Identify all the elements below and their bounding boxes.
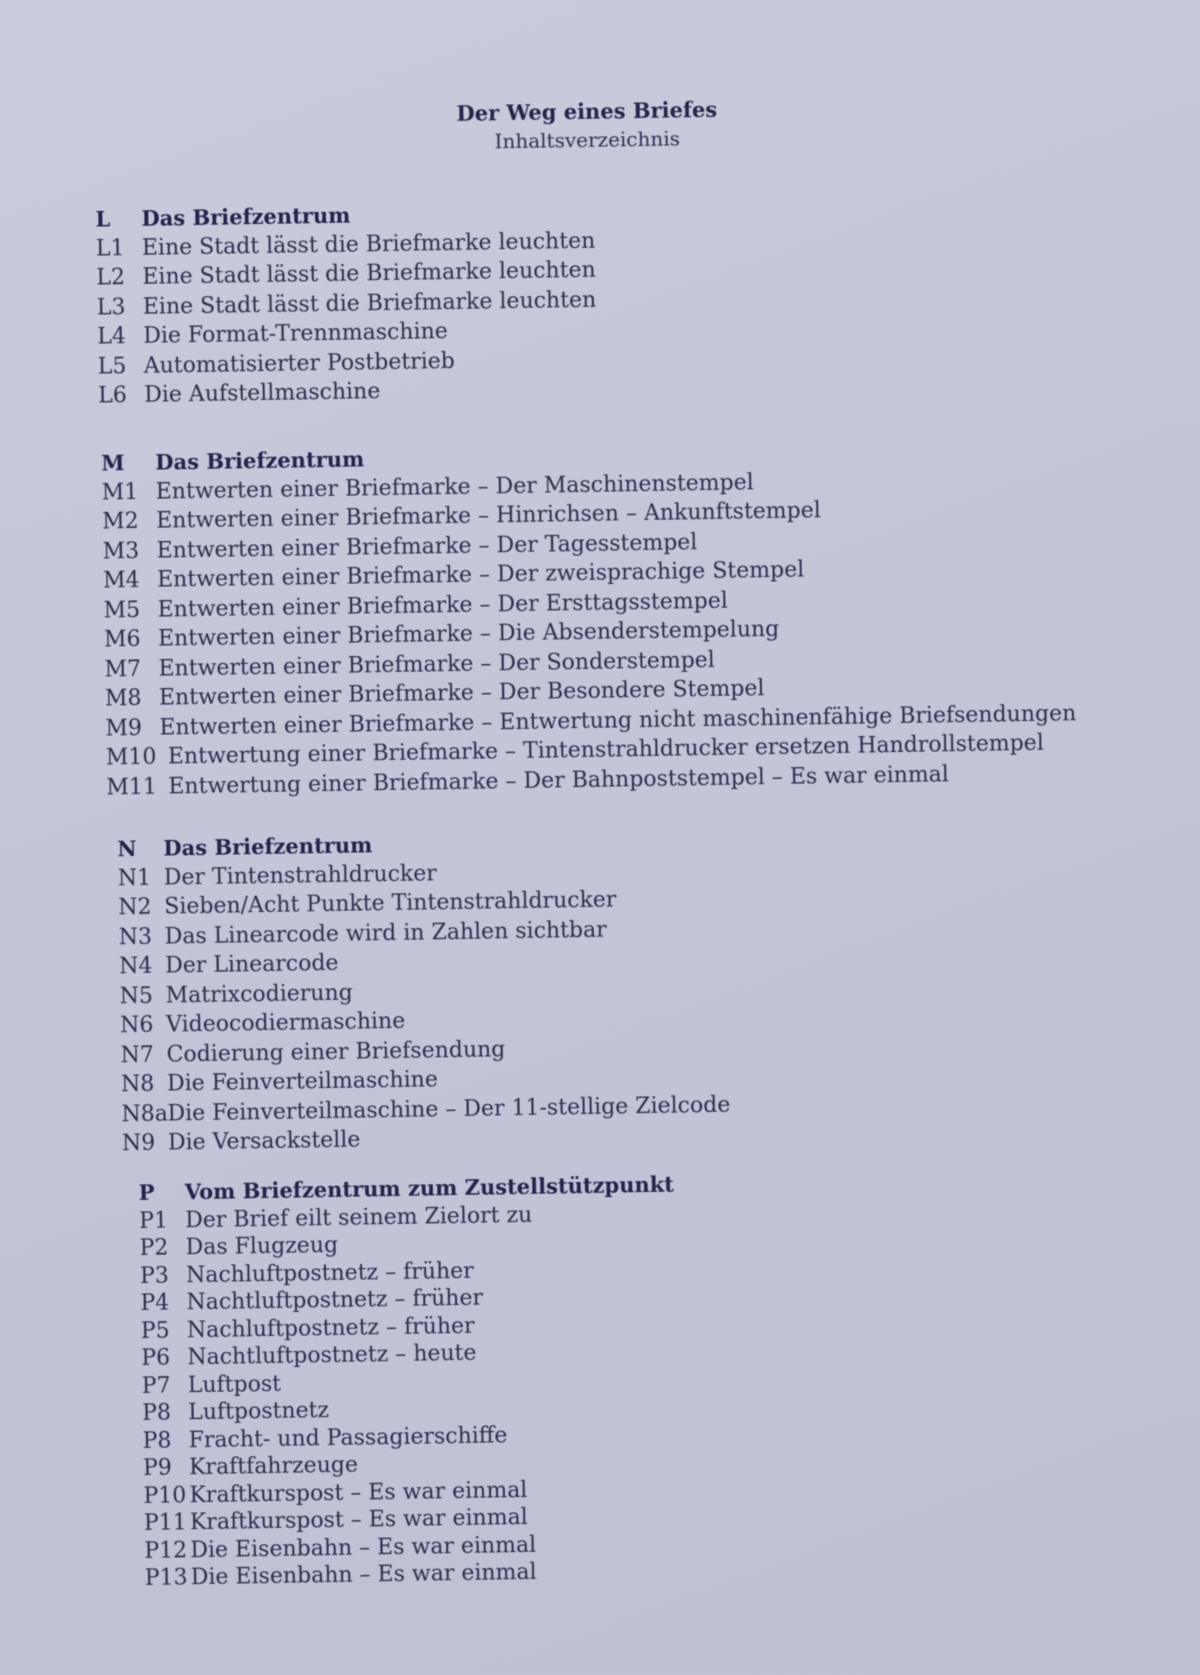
section-title: Das Briefzentrum: [155, 446, 365, 475]
entry-text: Entwertung einer Briefmarke – Tintenstrahldrucker ersetzen Handrollstempel: [167, 730, 1044, 770]
entry-text: Kraftkurspost – Es war einmal: [189, 1504, 528, 1536]
section-title: Vom Briefzentrum zum Zustellstützpunkt: [184, 1171, 675, 1205]
entry-code: M9: [105, 715, 143, 741]
entry-text: Eine Stadt lässt die Briefmarke leuchten: [142, 287, 597, 320]
entry-text: Matrixcodierung: [165, 980, 353, 1009]
entry-text: Nachluftpostnetz – früher: [185, 1258, 474, 1288]
section-m: [101, 433, 1077, 802]
entry-text: Nachtluftpostnetz – heute: [187, 1340, 477, 1371]
entry-text: Die Versackstelle: [167, 1127, 361, 1156]
entry-text: Der Linearcode: [164, 950, 339, 979]
entry-text: Codierung einer Briefsendung: [166, 1036, 506, 1068]
entry-text: Der Brief eilt seinem Zielort zu: [184, 1202, 533, 1233]
entry-text: Kraftfahrzeuge: [188, 1452, 359, 1481]
entry-code: P12: [144, 1537, 188, 1564]
entry-code: N2: [118, 894, 152, 921]
entry-text: Entwerten einer Briefmarke – Entwertung nicht maschinenfähige Briefsendungen: [159, 700, 1077, 741]
entry-text: Eine Stadt lässt die Briefmarke leuchten: [142, 257, 596, 290]
entry-code: N9: [121, 1130, 156, 1157]
entry-code: P8: [142, 1427, 172, 1454]
section-code: M: [101, 450, 125, 476]
entry-code: M8: [104, 685, 142, 712]
entry-text: Die Feinverteilmaschine – Der 11-stellige Zielcode: [167, 1092, 731, 1127]
entry-code: P4: [140, 1290, 170, 1316]
entry-code: M4: [102, 567, 140, 594]
entry-code: L6: [98, 383, 128, 409]
entry-text: Kraftkurspost – Es war einmal: [189, 1477, 528, 1508]
entry-code: M11: [106, 774, 158, 800]
entry-code: M3: [102, 538, 140, 564]
section-l: [95, 197, 598, 411]
entry-code: P11: [143, 1510, 187, 1536]
entry-text: Entwerten einer Briefmarke – Die Absenderstempelung: [157, 616, 780, 652]
entry-text: Die Eisenbahn – Es war einmal: [190, 1559, 537, 1591]
entry-code: N8a: [121, 1101, 169, 1127]
entry-code: L3: [96, 294, 126, 321]
section-code: N: [117, 835, 137, 862]
page-subtitle: Inhaltsverzeichnis: [494, 126, 681, 154]
section-n: [117, 825, 731, 1159]
entry-code: N3: [118, 924, 153, 950]
entry-text: Entwerten einer Briefmarke – Hinrichsen – Ankunftstempel: [156, 498, 822, 534]
section-title: Das Briefzentrum: [141, 202, 351, 231]
entry-text: Entwerten einer Briefmarke – Der Tagesstempel: [156, 529, 698, 564]
entry-code: P5: [140, 1317, 170, 1344]
title-block: [2, 90, 1173, 161]
entry-code: L5: [97, 353, 127, 380]
section-code: P: [138, 1179, 155, 1205]
entry-code: N4: [119, 953, 153, 980]
entry-text: Nachtluftpostnetz – früher: [186, 1285, 484, 1316]
entry-code: N8: [120, 1071, 155, 1098]
entry-text: Entwerten einer Briefmarke – Der Sonderstempel: [158, 647, 716, 682]
entry-text: Die Feinverteilmaschine: [166, 1067, 439, 1097]
entry-text: Das Flugzeug: [185, 1232, 339, 1261]
entry-text: Fracht- und Passagierschiffe: [188, 1422, 508, 1453]
entry-text: Die Format-Trennmaschine: [143, 319, 448, 349]
entry-code: P8: [142, 1400, 172, 1426]
entry-code: M6: [103, 626, 141, 653]
entry-text: Luftpostnetz: [188, 1398, 330, 1426]
entry-text: Entwerten einer Briefmarke – Der Maschinenstempel: [155, 469, 754, 505]
entry-code: P1: [138, 1208, 169, 1234]
entry-code: P2: [139, 1235, 169, 1261]
entry-code: M1: [101, 479, 139, 505]
entry-code: L2: [96, 265, 126, 291]
entry-code: P7: [141, 1372, 171, 1399]
entry-code: M7: [104, 656, 142, 682]
entry-code: P10: [143, 1482, 187, 1509]
entry-code: M10: [105, 744, 157, 771]
entry-text: Automatisierter Postbetrieb: [143, 348, 456, 379]
entry-code: P9: [142, 1455, 173, 1481]
entry-text: Entwerten einer Briefmarke – Der Ersttagsstempel: [157, 588, 729, 623]
entry-code: M5: [103, 597, 141, 623]
entry-text: Der Tintenstrahldrucker: [163, 860, 437, 891]
entry-code: N5: [119, 983, 154, 1009]
entry-code: N6: [119, 1012, 154, 1039]
entry-text: Die Aufstellmaschine: [144, 379, 381, 408]
section-code: L: [95, 206, 111, 232]
entry-code: L4: [97, 324, 127, 350]
entry-text: Entwertung einer Briefmarke – Der Bahnpoststempel – Es war einmal: [168, 761, 950, 799]
entry-text: Eine Stadt lässt die Briefmarke leuchten: [141, 228, 596, 261]
entry-text: Entwerten einer Briefmarke – Der zweisprachige Stempel: [156, 557, 805, 593]
entry-text: Sieben/Acht Punkte Tintenstrahldrucker: [164, 887, 617, 920]
section-title: Das Briefzentrum: [163, 832, 373, 861]
entry-code: N7: [120, 1042, 155, 1068]
entry-code: L1: [95, 235, 125, 262]
entry-code: N1: [117, 865, 152, 891]
entry-text: Entwerten einer Briefmarke – Der Besondere Stempel: [158, 676, 765, 711]
page-title: Der Weg eines Briefes: [456, 96, 718, 126]
entry-text: Luftpost: [187, 1371, 282, 1398]
entry-text: Nachluftpostnetz – früher: [186, 1313, 475, 1343]
entry-code: P3: [139, 1263, 170, 1289]
entry-code: P6: [141, 1345, 171, 1371]
entry-code: M2: [102, 508, 139, 535]
entry-text: Das Linearcode wird in Zahlen sichtbar: [164, 917, 607, 950]
section-p: [139, 1170, 681, 1593]
entry-code: P13: [144, 1565, 188, 1591]
entry-text: Die Eisenbahn – Es war einmal: [190, 1532, 537, 1563]
entry-text: Videocodiermaschine: [165, 1008, 406, 1038]
